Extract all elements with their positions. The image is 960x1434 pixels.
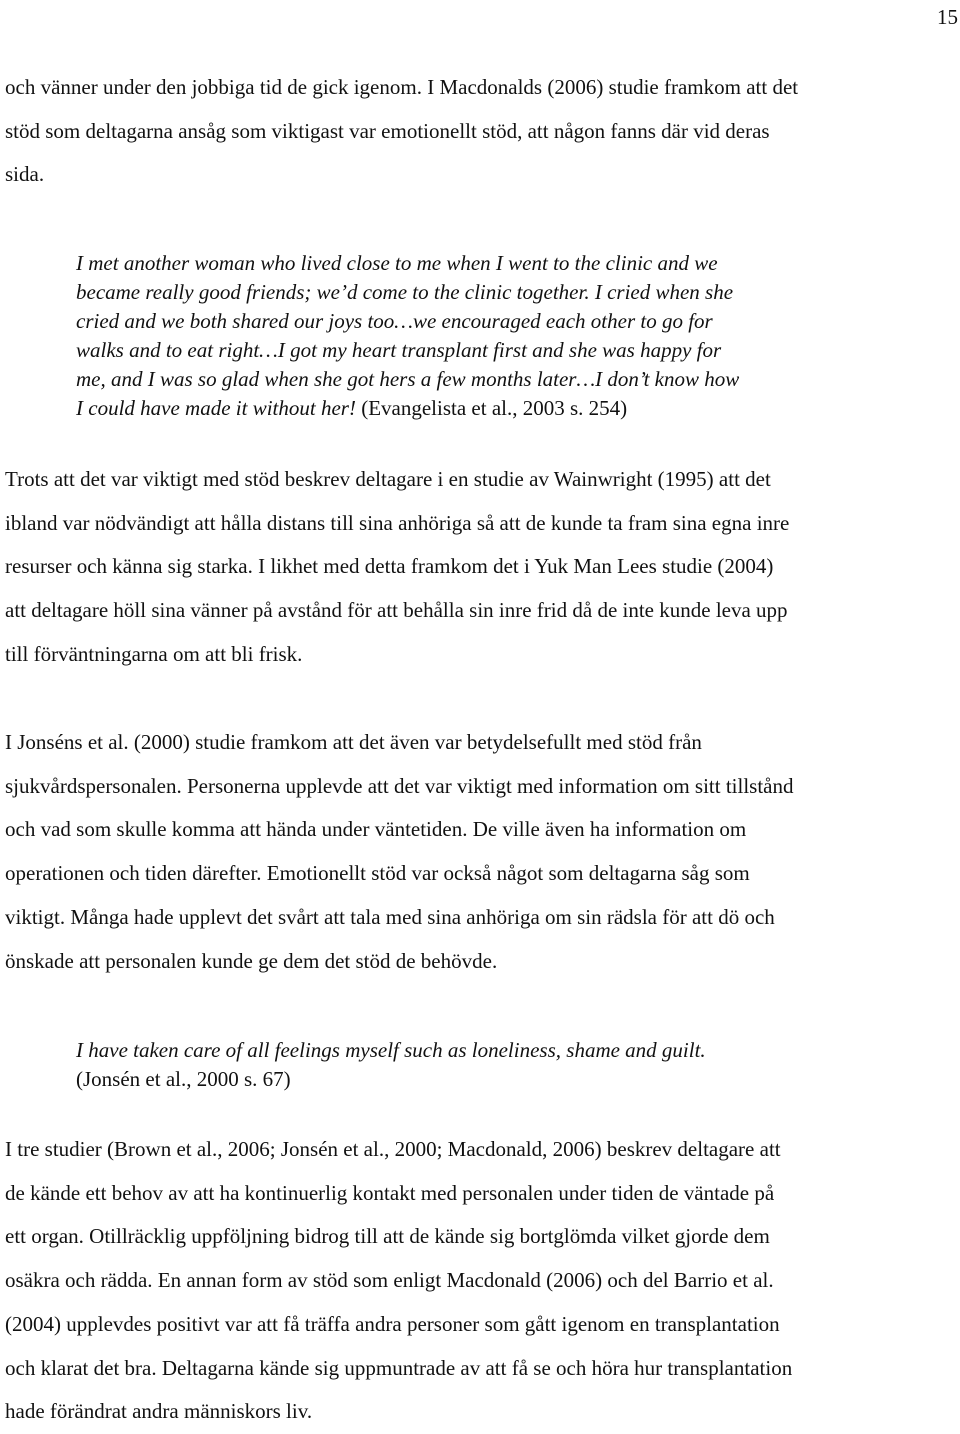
text-line: till förväntningarna om att bli frisk. [5, 641, 303, 666]
text-line: de kände ett behov av att ha kontinuerlig kontakt med personalen under tiden de väntade på [5, 1180, 775, 1205]
text-line: operationen och tiden därefter. Emotionellt stöd var också något som deltagarna såg som [5, 861, 750, 886]
text-line: Trots att det var viktigt med stöd beskrev deltagare i en studie av Wainwright (1995) att det [5, 467, 771, 491]
quote-citation: (Jonsén et al., 2000 s. 67) [76, 1067, 291, 1091]
text-line: önskade att personalen kunde ge dem det stöd de behövde. [5, 948, 498, 973]
quote-line: became really good friends; we’d come to the clinic together. I cried when she [76, 280, 734, 304]
quote-line: me, and I was so glad when she got hers a few months later…I don’t know how [76, 367, 740, 391]
text-line: viktigt. Många hade upplevt det svårt att tala med sina anhöriga om sin rädsla för att dö och [5, 904, 775, 929]
quote-last-line [76, 394, 739, 423]
quote-line: I met another woman who lived close to me when I went to the clinic and we [76, 251, 718, 275]
quote-line: I could have made it without her! [76, 396, 356, 420]
text-line: sjukvårdspersonalen. Personerna upplevde att det var viktigt med information om sitt tillstånd [5, 773, 794, 798]
text-line: och klarat det bra. Deltagarna kände sig uppmuntrade av att få se och höra hur transplantation [5, 1355, 793, 1380]
quote-line: walks and to eat right…I got my heart transplant first and she was happy for [76, 338, 722, 362]
quote-citation: (Evangelista et al., 2003 s. 254) [355, 396, 628, 420]
text-line: stöd som deltagarna ansåg som viktigast var emotionellt stöd, att någon fanns där vid deras [5, 118, 770, 143]
block-quote-evangelista [76, 249, 739, 423]
text-line: I Jonséns et al. (2000) studie framkom att det även var betydelsefullt med stöd från [5, 730, 702, 754]
text-line: (2004) upplevdes positivt var att få träffa andra personer som gått igenom en transplantation [5, 1311, 780, 1336]
quote-line: I have taken care of all feelings myself such as loneliness, shame and guilt. [76, 1038, 706, 1062]
text-line: resurser och känna sig starka. I likhet med detta framkom det i Yuk Man Lees studie (2004) [5, 554, 774, 579]
text-line: och vänner under den jobbiga tid de gick igenom. I Macdonalds (2006) studie framkom att det [5, 75, 799, 99]
paragraph-distance [5, 458, 789, 677]
quote-line: cried and we both shared our joys too…we encouraged each other to go for [76, 309, 713, 333]
paragraph-support-friends [5, 66, 798, 197]
text-line: I tre studier (Brown et al., 2006; Jonsén et al., 2000; Macdonald, 2006) beskrev deltagare att [5, 1137, 781, 1161]
paragraph-continuous-contact [5, 1128, 792, 1434]
paragraph-healthcare-staff [5, 721, 794, 983]
text-line: och vad som skulle komma att hända under väntetiden. De ville även ha information om [5, 817, 747, 842]
text-line: ett organ. Otillräcklig uppföljning bidrog till att de kände sig bortglömda vilket gjorde dem [5, 1224, 770, 1249]
block-quote-jonsen [76, 1036, 706, 1094]
text-line: osäkra och rädda. En annan form av stöd som enligt Macdonald (2006) och del Barrio et al. [5, 1268, 774, 1293]
text-line: hade förändrat andra människors liv. [5, 1399, 313, 1424]
text-line: sida. [5, 162, 45, 187]
page-number: 15 [937, 5, 958, 29]
text-line: att deltagare höll sina vänner på avstånd för att behålla sin inre frid då de inte kunde leva upp [5, 598, 788, 623]
text-line: ibland var nödvändigt att hålla distans till sina anhöriga så att de kunde ta fram sina egna inre [5, 510, 790, 535]
